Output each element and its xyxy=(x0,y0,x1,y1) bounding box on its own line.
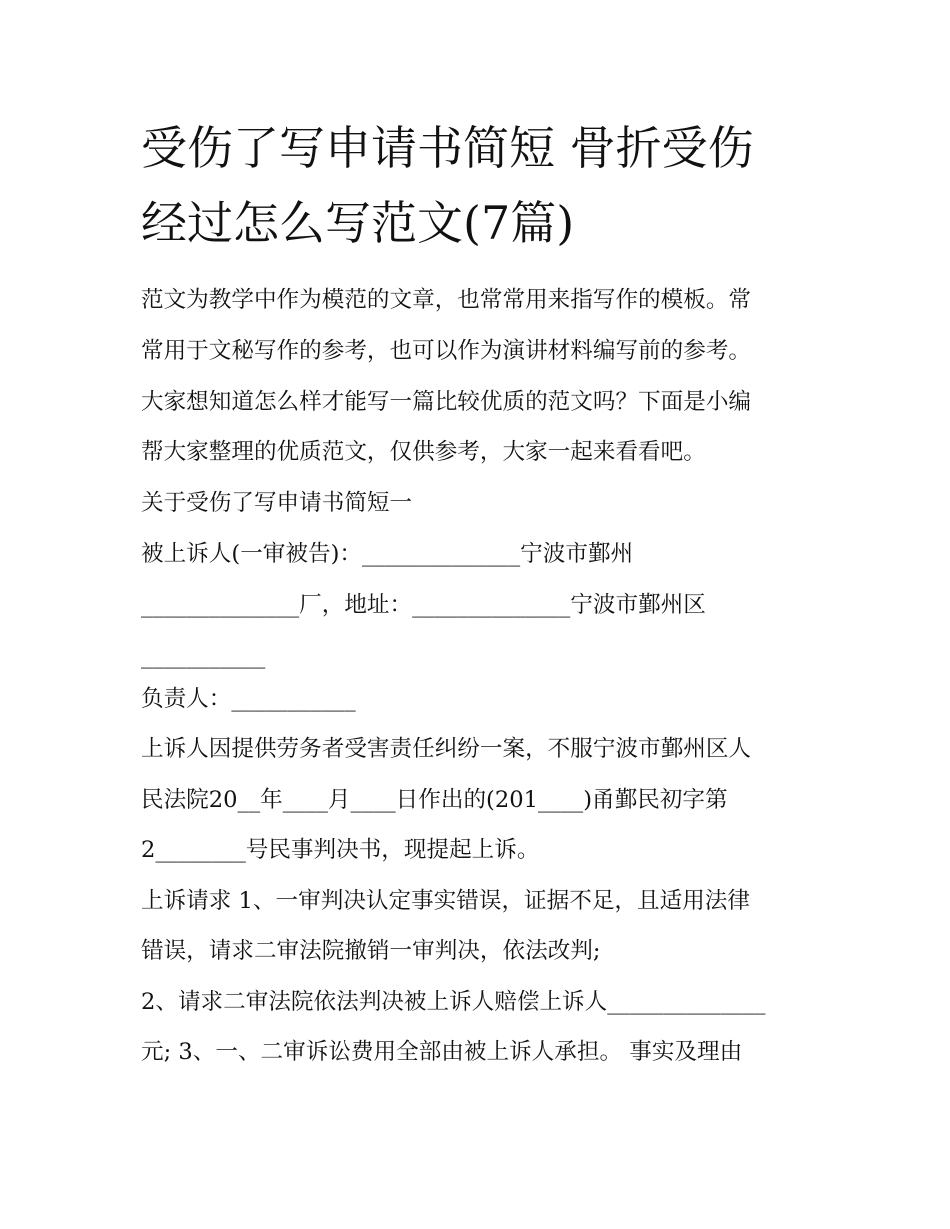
intro-line-2: 常用于文秘写作的参考，也可以作为演讲材料编写前的参考。 xyxy=(141,338,752,364)
blank-line: ___________ xyxy=(141,643,266,669)
appeal-body-line-2: 民法院20__年____月____日作出的(201____)甬鄞民初字第 xyxy=(141,787,728,813)
responsible-person-line: 负责人：___________ xyxy=(141,686,356,712)
appellee-line: 被上诉人(一审被告)：______________宁波市鄞州 xyxy=(141,541,634,567)
intro-line-4: 帮大家整理的优质范文，仅供参考，大家一起来看看吧。 xyxy=(141,439,706,465)
appeal-request-line-2: 错误，请求二审法院撤销一审判决，依法改判; xyxy=(141,938,601,964)
appeal-request-line-1: 上诉请求 1、一审判决认定事实错误，证据不足，且适用法律 xyxy=(141,888,750,914)
appeal-request-line-4: 元; 3、一、二审诉讼费用全部由被上诉人承担。 事实及理由 xyxy=(141,1039,743,1065)
document-title-line-1: 受伤了写申请书简短 骨折受伤 xyxy=(141,121,754,175)
factory-address-line: ______________厂，地址：______________宁波市鄞州区 xyxy=(141,592,706,618)
intro-line-3: 大家想知道怎么样才能写一篇比较优质的范文吗？下面是小编 xyxy=(141,389,752,415)
document-title-line-2: 经过怎么写范文(7篇) xyxy=(141,196,575,250)
appeal-request-line-3: 2、请求二审法院依法判决被上诉人赔偿上诉人______________ xyxy=(141,989,766,1015)
appeal-body-line-3: 2________号民事判决书，现提起上诉。 xyxy=(141,837,540,863)
section-heading: 关于受伤了写申请书简短一 xyxy=(141,490,413,516)
appeal-body-line-1: 上诉人因提供劳务者受害责任纠纷一案，不服宁波市鄞州区人 xyxy=(141,736,752,762)
intro-line-1: 范文为教学中作为模范的文章，也常常用来指写作的模板。常 xyxy=(141,287,752,313)
